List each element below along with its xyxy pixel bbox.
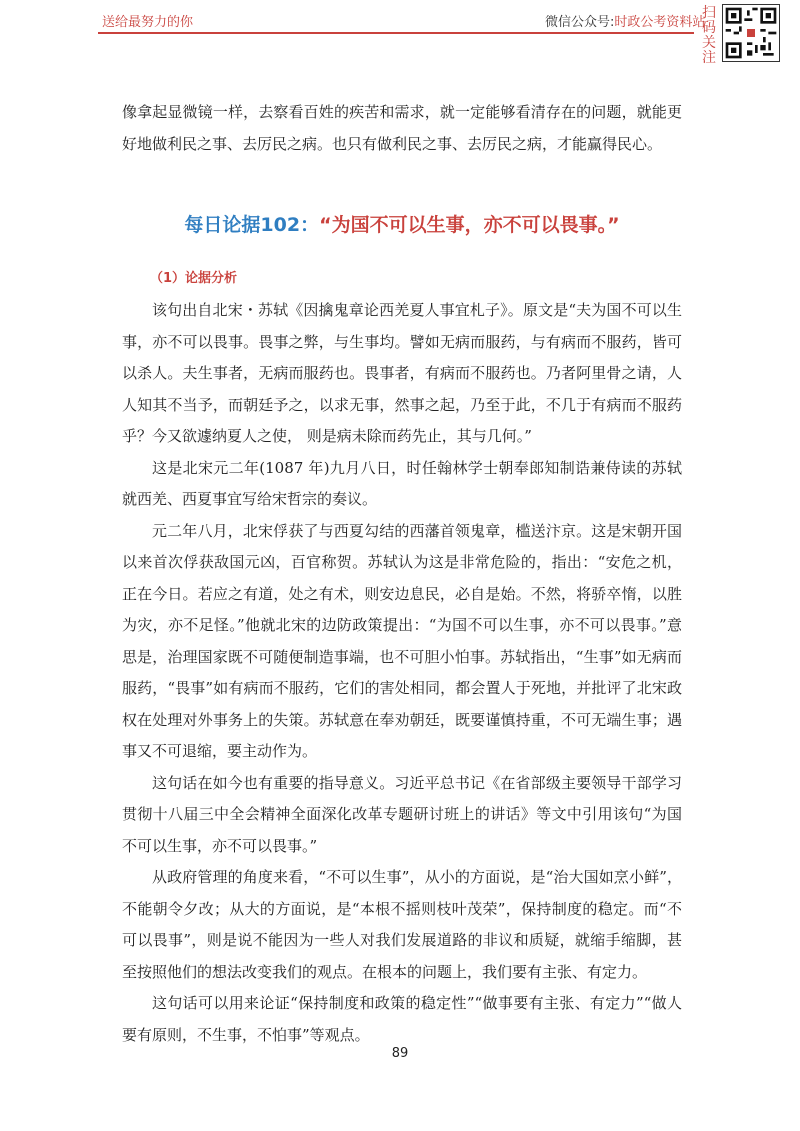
page-content [122, 97, 682, 1051]
intro-paragraph: 像拿起显微镜一样，去察看百姓的疾苦和需求，就一定能够看清存在的问题，就能更好地做利民之事、去厉民之病。也只有做利民之事、去厉民之病，才能赢得民心。 [122, 103, 682, 153]
page-number: 89 [391, 1046, 409, 1061]
paragraph-history: 元二年八月，北宋俘获了与西夏勾结的西藩首领鬼章，槛送汴京。这是宋朝开国以来首次俘获敌国元凶，百官称贺。苏轼认为这是非常危险的，指出：“安危之机，正在今日。若应之有道，处之有术，则安边息民，必自是始。不然，将骄卒惰，以胜为灾，亦不足怪。”他就北宋的边防政策提出：“为国不可以生事，亦不可以畏事。”意思是，治理国家既不可随便制造事端，也不可胆小怕事。苏轼指出，“生事”如无病而服药，“畏事”如有病而不服药，它们的害处相同，都会置人于死地，并批评了北宋政权在处理对外事务上的失策。苏轼意在奉劝朝廷，既要谨慎持重，不可无端生事；遇事又不可退缩，要主动作为。 [122, 521, 682, 760]
section-title-quote: “为国不可以生事，亦不可以畏事。” [319, 214, 620, 236]
paragraph-context: 这是北宋元二年(1087 年)九月八日，时任翰林学士朝奉郎知制诰兼侍读的苏轼就西羌、西夏事宜写给宋哲宗的奏议。 [122, 458, 682, 508]
header-wechat-label: 微信公众号: [545, 15, 615, 30]
paragraph-significance: 这句话在如今也有重要的指导意义。习近平总书记《在省部级主要领导干部学习贯彻十八届三中全会精神全面深化改革专题研讨班上的讲话》等文中引用该句“为国不可以生事，亦不可以畏事。” [122, 773, 682, 855]
scan-follow-label: 扫码关注 [702, 5, 716, 66]
header-wechat-site: 时政公考资料站 [614, 15, 706, 30]
subheading-analysis: （1）论据分析 [150, 271, 238, 286]
header-divider [98, 32, 694, 34]
header-slogan: 送给最努力的你 [102, 15, 194, 30]
header-wechat [545, 11, 705, 30]
page-header [0, 0, 800, 40]
paragraph-governance: 从政府管理的角度来看，“不可以生事”，从小的方面说，是“治大国如烹小鲜”，不能朝令夕改；从大的方面说，是“本根不摇则枝叶茂荣”，保持制度的稳定。而“不可以畏事”，则是说不能因为一些人对我们发展道路的非议和质疑，就缩手缩脚，甚至按照他们的想法改变我们的观点。在根本的问题上，我们要有主张、有定力。 [122, 868, 682, 981]
qr-code-icon[interactable] [722, 4, 780, 62]
section-title [122, 210, 682, 237]
section-title-prefix: 每日论据102： [184, 214, 320, 236]
paragraph-usage: 这句话可以用来论证“保持制度和政策的稳定性”“做事要有主张、有定力”“做人要有原则，不生事，不怕事”等观点。 [122, 994, 682, 1044]
paragraph-source: 该句出自北宋・苏轼《因擒鬼章论西羌夏人事宜札子》。原文是“夫为国不可以生事，亦不可以畏事。畏事之弊，与生事均。譬如无病而服药，与有病而不服药，皆可以杀人。夫生事者，无病而服药也。畏事者，有病而不服药也。乃者阿里骨之请，人人知其不当予，而朝廷予之，以求无事，然事之起，乃至于此，不几于有病而不服药乎？今又欲遽纳夏人之使， 则是病未除而药先止，其与几何。” [122, 301, 682, 445]
